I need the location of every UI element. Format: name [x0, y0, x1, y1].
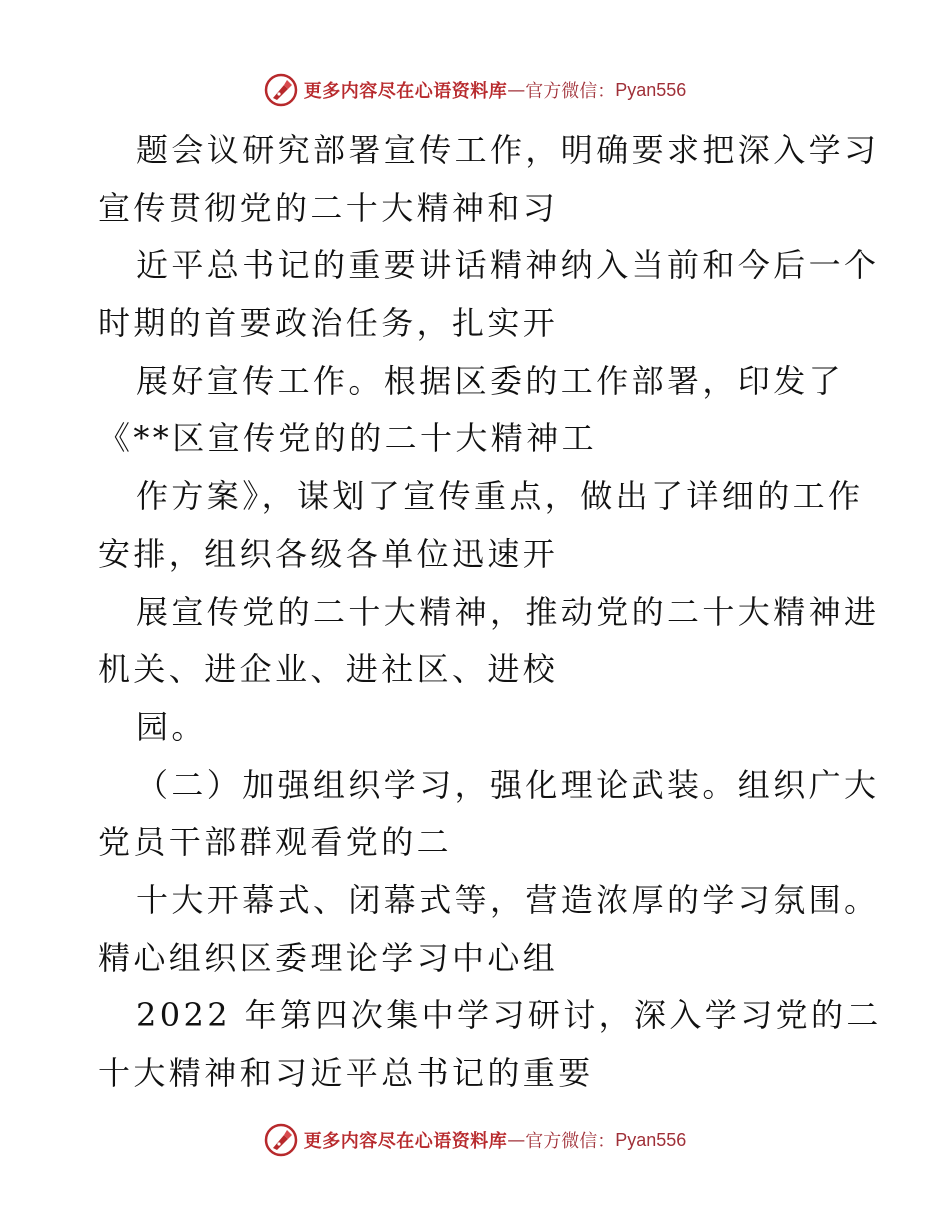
footer-watermark	[0, 1120, 950, 1160]
text-line: 时期的首要政治任务，扎实开	[98, 304, 559, 343]
watermark-label: 官方微信：	[525, 1131, 616, 1152]
text-line: 展宣传党的二十大精神，推动党的二十大精神进	[136, 592, 880, 631]
watermark-label: 官方微信：	[525, 81, 616, 102]
pen-nib-logo-icon	[264, 1123, 298, 1157]
text-line: 精心组织区委理论学习中心组	[98, 938, 559, 977]
text-line: 展好宣传工作。根据区委的工作部署，印发了	[136, 361, 845, 400]
watermark-dash: —	[507, 79, 526, 101]
watermark-account-id: Pyan556	[615, 1129, 687, 1150]
text-line: 近平总书记的重要讲话精神纳入当前和今后一个	[136, 246, 880, 285]
watermark-account-id: Pyan556	[615, 79, 687, 100]
watermark-title: 更多内容尽在心语资料库	[303, 81, 508, 102]
text-line: 作方案》，谋划了宣传重点，做出了详细的工作	[136, 477, 864, 516]
document-body	[98, 122, 882, 1103]
text-line: 安排，组织各级各单位迅速开	[98, 534, 559, 573]
text-line: 2022 年第四次集中学习研讨，深入学习党的二	[136, 996, 882, 1035]
watermark-title: 更多内容尽在心语资料库	[303, 1131, 508, 1152]
text-line: 园。	[136, 707, 207, 746]
text-line: 宣传贯彻党的二十大精神和习	[98, 188, 559, 227]
text-line: （二）加强组织学习，强化理论武装。组织广大	[136, 765, 880, 804]
text-line: 十大开幕式、闭幕式等，营造浓厚的学习氛围。	[136, 880, 880, 919]
header-watermark	[0, 70, 950, 110]
watermark-dash: —	[507, 1129, 526, 1151]
text-line: 机关、进企业、进社区、进校	[98, 650, 559, 689]
text-line: 十大精神和习近平总书记的重要	[98, 1054, 594, 1092]
text-line: 《**区宣传党的的二十大精神工	[98, 419, 598, 458]
text-line: 题会议研究部署宣传工作，明确要求把深入学习	[136, 131, 880, 169]
pen-nib-logo-icon	[264, 73, 298, 107]
text-line: 党员干部群观看党的二	[98, 823, 453, 862]
